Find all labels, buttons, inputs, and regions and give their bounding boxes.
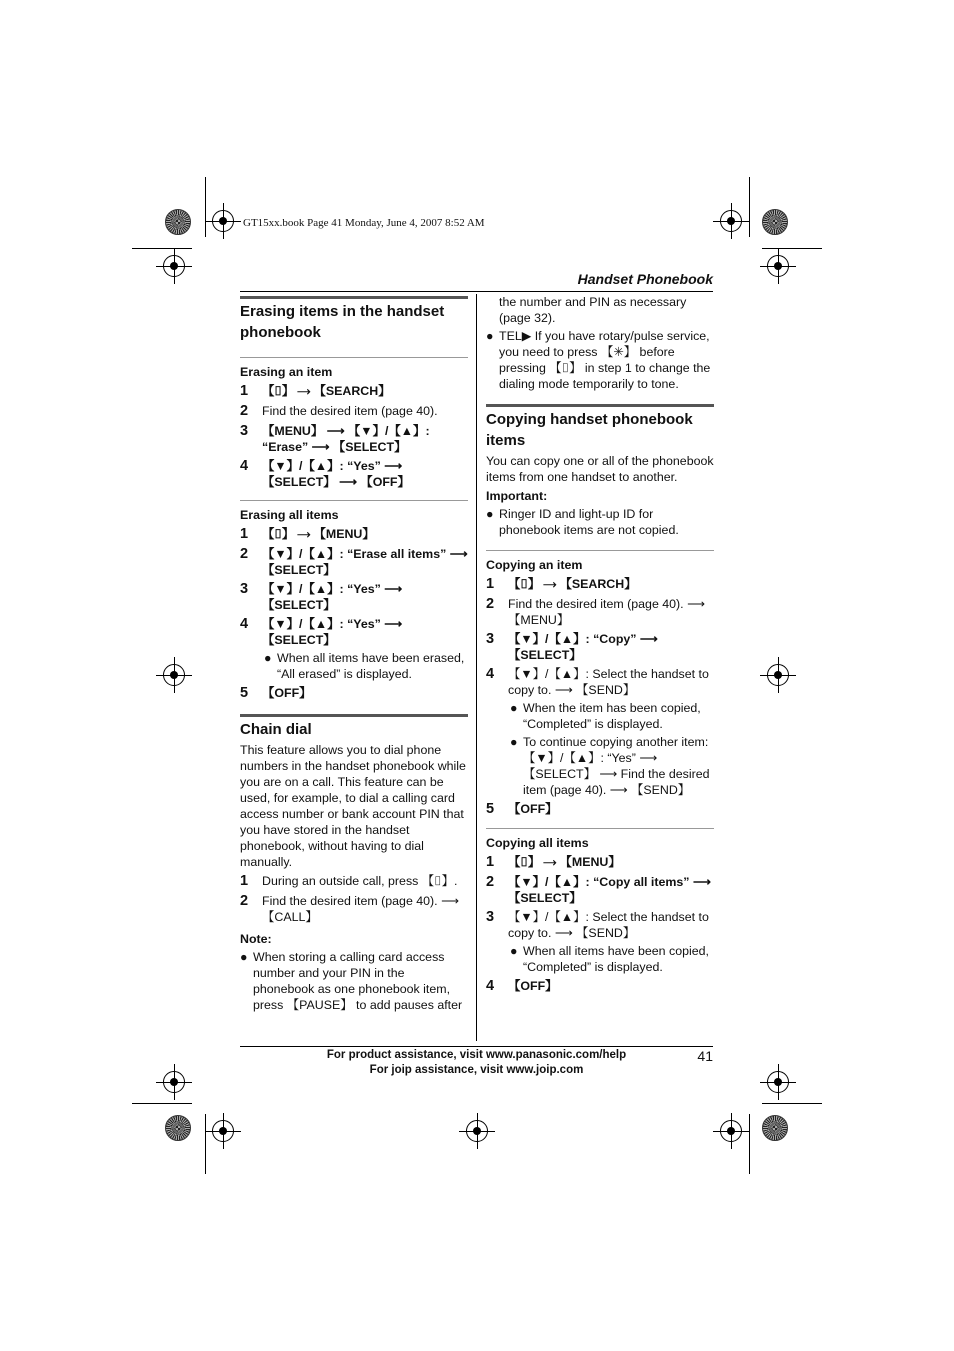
step-number: 5 [240, 685, 249, 701]
step [240, 403, 468, 420]
step-text: 【▼】/【▲】: “Erase all items” ⟶ 【SELECT】 [262, 547, 468, 577]
color-disc-icon [762, 209, 788, 235]
step-number: 4 [240, 616, 249, 632]
bullet-item [240, 949, 468, 1013]
step [240, 526, 468, 543]
registration-mark-icon [163, 255, 185, 277]
subsection-copying-all: Copying all items [486, 836, 589, 850]
registration-mark-icon [163, 1071, 185, 1093]
crop-line [762, 248, 822, 249]
header-rule [240, 291, 713, 292]
step-text: 【⌷】 ⟶ 【MENU】 [262, 527, 375, 541]
step-number: 2 [240, 546, 249, 562]
bullet-icon: ● [510, 944, 518, 958]
page-number: 41 [697, 1048, 713, 1064]
note-label: Note: [240, 932, 272, 946]
registration-mark-icon [720, 210, 742, 232]
crop-line [749, 177, 750, 237]
step-text: 【▼】/【▲】: Select the handset to copy to. ⟶ 【SEND】 [508, 910, 709, 940]
bullet-item [486, 506, 714, 551]
left-column [240, 296, 468, 1013]
step-number: 2 [240, 893, 249, 909]
right-column [486, 294, 714, 995]
registration-mark-icon [720, 1120, 742, 1142]
step-number: 1 [240, 526, 249, 542]
section-title-chain-dial: Chain dial [240, 714, 468, 740]
step-number: 1 [240, 873, 249, 889]
bullet-text: TEL▶ If you have rotary/pulse service, you need to press 【✳】 before pressing 【⌷】 in step 1 to change the dialing mode temporarily to tone. [499, 329, 711, 391]
step-text: 【OFF】 [262, 686, 312, 700]
crop-line [762, 1103, 822, 1104]
step-number: 5 [486, 801, 495, 817]
registration-mark-icon [466, 1120, 488, 1142]
step [240, 458, 468, 501]
step [240, 581, 468, 613]
step-text: 【▼】/【▲】: “Yes” ⟶ 【SELECT】 ⟶ 【OFF】 [262, 459, 410, 489]
step-text: 【▼】/【▲】: Select the handset to copy to. ⟶ 【SEND】 [508, 667, 709, 697]
crop-line [205, 177, 206, 237]
footer-assistance-link[interactable]: For product assistance, visit www.panasonic.com/help [326, 1049, 627, 1061]
registration-mark-icon [767, 664, 789, 686]
step [240, 893, 468, 925]
step [240, 616, 468, 648]
step-number: 3 [240, 581, 249, 597]
step-text: 【MENU】 ⟶ 【▼】/【▲】: “Erase” ⟶ 【SELECT】 [262, 424, 430, 454]
section-title-erasing: Erasing items in the handset phonebook [240, 296, 468, 358]
step-number: 1 [240, 383, 249, 399]
step [486, 978, 714, 995]
bullet-item [510, 700, 714, 732]
bullet-text: When all items have been erased, “All erased” is displayed. [277, 651, 465, 681]
crop-line [749, 1114, 750, 1174]
column-divider [476, 294, 477, 1041]
step-number: 4 [240, 458, 249, 474]
bullet-icon: ● [240, 950, 248, 964]
footer-joip-link[interactable]: For joip assistance, visit www.joip.com [369, 1064, 584, 1076]
step-text: 【⌷】 ⟶ 【SEARCH】 [262, 384, 391, 398]
crop-line [132, 248, 192, 249]
step-number: 2 [486, 596, 495, 612]
step [486, 631, 714, 663]
step-number: 4 [486, 666, 495, 682]
subsection-erasing-all: Erasing all items [240, 508, 339, 522]
bullet-text: To continue copying another item: 【▼】/【▲】: “Yes” ⟶ 【SELECT】 ⟶ Find the desired item (page 40). ⟶ 【SEND】 [523, 735, 710, 797]
crop-line [132, 1103, 192, 1104]
bullet-item [510, 734, 714, 798]
bullet-item [264, 650, 468, 682]
subsection-copying-item: Copying an item [486, 558, 583, 572]
step-number: 3 [240, 423, 249, 439]
registration-mark-icon [212, 1120, 234, 1142]
crop-line [205, 1114, 206, 1174]
bullet-item [510, 943, 714, 975]
step-text: 【▼】/【▲】: “Copy” ⟶ 【SELECT】 [508, 632, 658, 662]
footer-rule [240, 1046, 713, 1047]
step-text: 【OFF】 [508, 979, 558, 993]
step [240, 546, 468, 578]
note-continuation: the number and PIN as necessary (page 32). [499, 295, 687, 325]
registration-mark-icon [767, 255, 789, 277]
step-number: 2 [240, 403, 249, 419]
step-text: 【⌷】 ⟶ 【MENU】 [508, 855, 621, 869]
registration-mark-icon [212, 210, 234, 232]
step-number: 4 [486, 978, 495, 994]
bullet-icon: ● [510, 701, 518, 715]
step-number: 2 [486, 874, 495, 890]
color-disc-icon [165, 1115, 191, 1141]
step-text: 【⌷】 ⟶ 【SEARCH】 [508, 577, 637, 591]
bullet-text: Ringer ID and light-up ID for phonebook items are not copied. [499, 507, 679, 537]
copying-description: You can copy one or all of the phonebook items from one handset to another. [486, 454, 714, 484]
step-text: Find the desired item (page 40). ⟶ 【CALL】 [262, 894, 459, 924]
step-number: 3 [486, 631, 495, 647]
registration-mark-icon [163, 664, 185, 686]
step [486, 909, 714, 941]
bullet-icon: ● [486, 329, 494, 343]
step [486, 596, 714, 628]
page-header-title: Handset Phonebook [577, 271, 713, 287]
bullet-icon: ● [486, 507, 494, 521]
bullet-text: When all items have been copied, “Completed” is displayed. [523, 944, 709, 974]
section-title-copying: Copying handset phonebook items [486, 404, 714, 451]
step-number: 1 [486, 576, 495, 592]
bullet-icon: ● [510, 735, 518, 749]
chain-dial-description: This feature allows you to dial phone numbers in the handset phonebook while you are on a call. This feature can be used, for example, to dial a calling card access number or bank account PIN that you have stored in the handset phonebook, without having to dial manually. [240, 743, 466, 869]
step [240, 383, 468, 400]
step-text: 【▼】/【▲】: “Yes” ⟶ 【SELECT】 [262, 582, 403, 612]
step [240, 423, 468, 455]
color-disc-icon [165, 209, 191, 235]
bullet-icon: ● [264, 651, 272, 665]
registration-mark-icon [767, 1071, 789, 1093]
step-text: 【▼】/【▲】: “Copy all items” ⟶ 【SELECT】 [508, 875, 711, 905]
step-text: During an outside call, press 【⌷】. [262, 874, 458, 888]
bullet-item [486, 328, 714, 404]
step-text: 【OFF】 [508, 802, 558, 816]
important-label: Important: [486, 489, 548, 503]
step-text: Find the desired item (page 40). [262, 404, 438, 418]
step-text: Find the desired item (page 40). ⟶ 【MENU】 [508, 597, 705, 627]
file-info: GT15xx.book Page 41 Monday, June 4, 2007 8:52 AM [243, 217, 485, 229]
step-number: 1 [486, 854, 495, 870]
step [486, 801, 714, 829]
bullet-text: When the item has been copied, “Completed” is displayed. [523, 701, 701, 731]
step [486, 666, 714, 698]
step [486, 854, 714, 871]
step-number: 3 [486, 909, 495, 925]
bullet-text: When storing a calling card access number and your PIN in the phonebook as one phonebook item, press 【PAUSE】 to add pauses after [253, 950, 463, 1012]
color-disc-icon [762, 1115, 788, 1141]
step-text: 【▼】/【▲】: “Yes” ⟶ 【SELECT】 [262, 617, 403, 647]
step [240, 685, 468, 714]
subsection-erasing-item: Erasing an item [240, 365, 333, 379]
step [486, 874, 714, 906]
step [486, 576, 714, 593]
step [240, 873, 468, 890]
